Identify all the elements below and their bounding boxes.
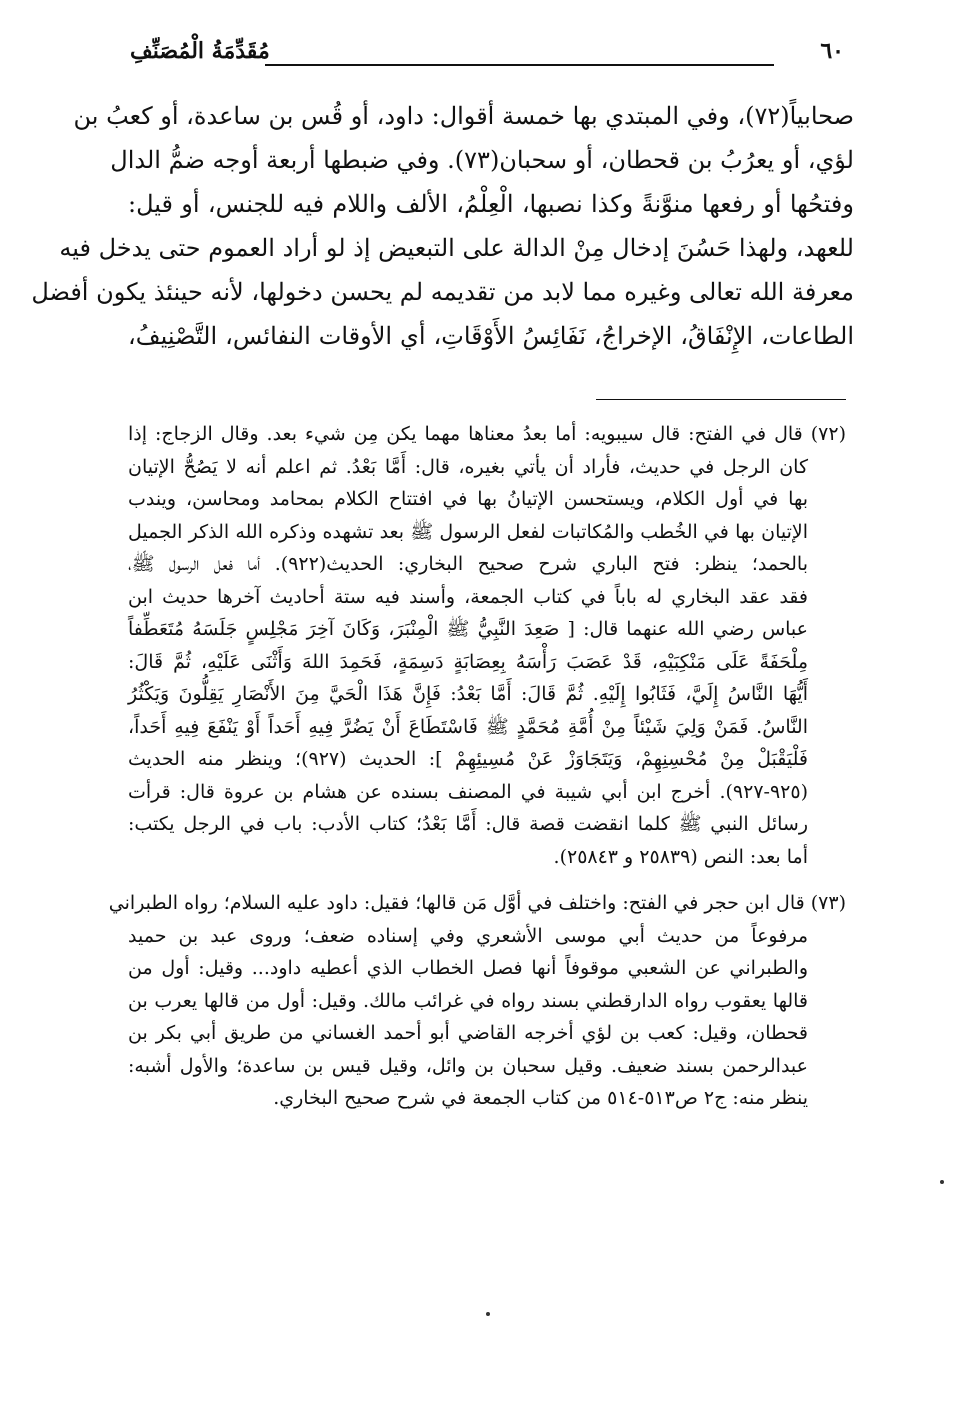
footnote-line: (٩٢٥-٩٢٧). أخرج ابن أبي شيبة في المصنف بسنده عن هشام بن عروة قال: قرأت xyxy=(128,780,808,803)
header-rule xyxy=(265,64,774,66)
footnote-line: ينظر منه: ج٢ ص٥١٣-٥١٤ من كتاب الجمعة في شرح صحيح البخاري. xyxy=(273,1087,808,1109)
footnotes xyxy=(108,418,846,1115)
main-text-line: معرفة الله تعالى وغيره مما لابد من تقديمه لم يحسن دخولها، لأنه حينئذ يكون أفضل xyxy=(31,278,854,306)
footnote-line: (٧٣) قال ابن حجر في الفتح: واختلف في أوَّل مَن قالها؛ فقيل: داود عليه السلام؛ رواه الطبراني xyxy=(108,892,846,914)
footnote-line: فَلْيَقْبَلْ مِنْ مُحْسِنِهِمْ، وَيَتَجَاوَزْ عَنْ مُسِيئِهِمْ ]: الحديث (٩٢٧)؛ وينظر منه الحديث xyxy=(128,748,808,770)
footnote-line: كان الرجل في حديث، فأراد أن يأتي بغيره، قال: أَمَّا بَعْدُ. ثم اعلم أنه لا يَصُحُّ الإتيان xyxy=(128,455,808,478)
main-text-line: لؤي، أو يعرُبُ بن قحطان، أو سحبان(٧٣). وفي ضبطها أربعة أوجه ضمُّ الدال xyxy=(110,146,854,174)
footnote-line: والطبراني عن الشعبي موقوفاً أنها فصل الخطاب الذي أعطيه داود... وقيل: أول من xyxy=(128,957,808,979)
main-text xyxy=(31,94,854,358)
footnote-73 xyxy=(108,887,846,1115)
footnote-72 xyxy=(128,418,846,873)
main-text-line: للعهد، ولهذا حَسُنَ إدخال مِنْ الدالة على التبعيض إذ لو أراد العموم حتى يدخل فيه xyxy=(59,234,854,262)
footnote-line: أما بعد: النص (٢٥٨٣٩ و ٢٥٨٤٣). xyxy=(553,845,808,868)
footnote-line: بها في أول الكلام، ويستحسن الإتيانُ بها في افتتاح الكلام بمحامد ومحاسن، ويندب xyxy=(128,488,808,510)
footnote-separator xyxy=(596,399,846,400)
footnote-line: مِلْحَفَةً عَلَى مَنْكِبَيْهِ، قَدْ عَصَبَ رَأْسَهُ بِعِصَابَةٍ دَسِمَةٍ، فَحَمِدَ اللهَ وَأَثْنَى عَلَيْهِ، ثُمَّ قَالَ: xyxy=(128,650,808,673)
footnote-line: أَيُّهَا النَّاسُ إِلَيَّ، فَثَابُوا إِلَيْهِ. ثُمَّ قَالَ: أَمَّا بَعْدُ: فَإِنَّ هَذَا الْحَيَّ مِنَ الأَنْصَارِ يَقِلُّونَ وَيَكْثُرُ xyxy=(128,683,808,705)
scan-speck xyxy=(486,1312,490,1316)
main-text-line: وفتحُها أو رفعها منوَّنةً وكذا نصبها، الْعِلْمُ، الألف واللام فيه للجنس، أو قيل: xyxy=(128,190,854,218)
footnote-line: عبدالرحمن بسند ضعيف. وقيل سحبان بن وائل، وقيل قيس بن ساعدة؛ والأول أشبه: xyxy=(128,1054,808,1077)
page-header xyxy=(130,38,844,74)
footnote-line: فقد عقد البخاري له باباً في كتاب الجمعة، وأسند فيه ستة أحاديث آخرها حديث ابن xyxy=(128,585,808,608)
section-title: مُقَدِّمَةُ الْمُصَنِّفِ xyxy=(130,38,270,64)
footnote-line: عباس رضي الله عنهما قال: [ صَعِدَ النَّبِيُّ ﷺ الْمِنْبَرَ، وَكَانَ آخِرَ مَجْلِسٍ جَلَسَهُ مُتَعَطِّفاً xyxy=(128,618,808,640)
footnote-line: النَّاسُ. فَمَنْ وَلِيَ شَيْئاً مِنْ أُمَّةِ مُحَمَّدٍ ﷺ فَاسْتَطَاعَ أَنْ يَضُرَّ فِيهِ أَحَداً أَوْ يَنْفَعَ فِيهِ أَحَداً، xyxy=(128,715,808,738)
footnote-line: الإتيان بها في الخُطب والمُكاتبات لفعل الرسول ﷺ بعد تشهده وذكره الله الذكر الجميل xyxy=(128,520,808,543)
main-text-line: الطاعات، الإِنْفَاقُ، الإخراجُ، نَفَائِسُ الأَوْقَاتِ، أي الأوقات النفائس، التَّصْنِيفُ، xyxy=(128,322,854,350)
footnote-line: (٧٢) قال في الفتح: قال سيبويه: أما بعدُ معناها مهما يكن مِن شيء بعد. وقال الزجاج: إذا xyxy=(128,423,846,445)
footnote-line: بالحمد؛ ينظر: فتح الباري شرح صحيح البخاري: الحديث(٩٢٢). أما فعل الرسول ﷺ، xyxy=(128,553,808,575)
footnote-line: قالها يعقوب رواه الدارقطني بسند رواه في غرائب مالك. وقيل: أول من قالها يعرب بن xyxy=(128,989,808,1012)
main-text-line: صحابياً(٧٢)، وفي المبتدي بها خمسة أقوال: داود، أو قُس بن ساعدة، أو كعبُ بن xyxy=(73,102,854,130)
footnote-line: مرفوعاً من حديث أبي موسى الأشعري وفي إسناده ضعف؛ وروى عبد بن حميد xyxy=(128,924,808,947)
scan-speck xyxy=(940,1180,944,1184)
footnote-line: رسائل النبي ﷺ كلما انقضت قصة قال: أَمَّا بَعْدُ؛ كتاب الأدب: باب في الرجل يكتب: xyxy=(128,813,808,835)
footnote-line: قحطان، وقيل: كعب بن لؤي أخرجه القاضي أبو أحمد الغساني من طريق أبي بكر بن xyxy=(128,1022,808,1044)
page-number: ٦٠ xyxy=(820,38,844,64)
